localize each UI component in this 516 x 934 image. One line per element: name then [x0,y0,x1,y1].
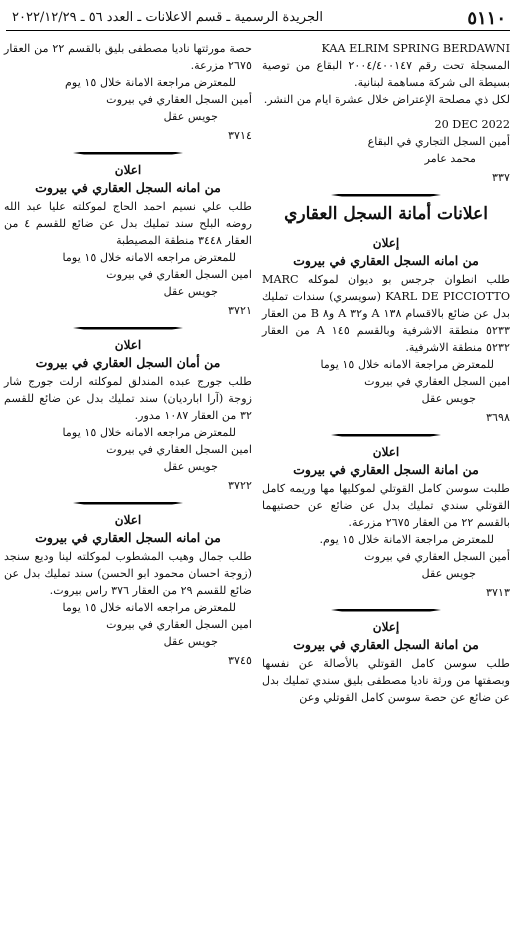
separator [4,148,252,158]
notice-number: ٣٧١٣ [485,586,510,599]
separator [262,190,510,200]
separator [262,605,510,615]
notice-heading: من امانه السجل العقاري في بيروت [293,253,479,268]
notice-signature-title: امين السجل العقاري في بيروت [364,375,510,388]
notice-label: اعلان [114,163,142,177]
notice-signature-name: جويس عقل [163,285,218,298]
left-column [4,40,252,669]
notice-objection: للمعترض مراجعة الامانه خلال ١٥ يوما [320,358,494,371]
notice-heading: من امانة السجل العقاري في بيروت [293,462,479,477]
notice-signature-name: جويس عقل [421,392,476,405]
intro-paragraph-1: المسجلة تحت رقم ٢٠٠٤/٤٠٠١٤٧ البقاع من توصية بسيطة الى شركة مساهمة لبنانية. [262,59,510,89]
notice-label: اعلان [372,445,400,459]
notice-objection: للمعترض مراجعة الامانة خلال ١٥ يوم. [319,533,494,546]
notice-signature-name: جويس عقل [163,635,218,648]
separator [4,323,252,333]
intro-date: 20 DEC 2022 [434,118,510,131]
section-title: اعلانات أمانة السجل العقاري [284,204,488,224]
notice-body: طلب جورج عبده المندلق لموكلته ارلت جورج شار زوجة (آرا اباردیان) سند تمليك بدل عن ضائع للقسم ٣٢ من العقار ١٠٨٧ مدور. [4,375,252,422]
header-rule [6,30,510,31]
notice-signature-name: جويس عقل [421,567,476,580]
separator [4,498,252,508]
notice-body: طلب جمال وهيب المشطوب لموكلته لينا وديع سنجد (زوجة احسان محمود ابو الحسن) سند تمليك بدل عن ضائع للقسم ٢٩ من العقار ٣٧٦ راس بيروت. [4,550,252,597]
notice-body: طلبت سوسن كامل القوتلي لموكليها مها وريمه كامل القوتلي سندي تمليك بدل عن ضائع عن حصتيهما بالقسم ٢٢ من العقار ٢٦٧٥ مزرعة. [262,482,510,529]
notice-signature-title: أمين السجل العقاري في بيروت [106,93,252,106]
notice-heading: من امانة السجل العقاري في بيروت [293,637,479,652]
notice-number: ٣٦٩٨ [485,411,510,424]
notice-heading: من امانه السجل العقاري في بيروت [35,180,221,195]
notice-heading: من أمان السجل العقاري في بيروت [35,355,221,370]
company-name: KAA ELRIM SPRING BERDAWNI [321,42,510,55]
notice-body: حصة مورثتها ناديا مصطفى بليق بالقسم ٢٢ من العقار ٢٦٧٥ مزرعة. [4,42,252,72]
notice-objection: للمعترض مراجعه الامانه خلال ١٥ يوما [62,426,236,439]
notice-signature-name: جويس عقل [163,460,218,473]
notice-signature-title: أمين السجل العقاري في بيروت [364,550,510,563]
notice-body: طلب علي نسيم احمد الحاج لموكلته عليا عبد الله روضه البلح سند تمليك بدل عن ضائع للقسم ٤ من العقار ٣٤٤٨ منطقة المصيطبة [4,200,252,247]
page-number: ٥١١٠ [467,8,506,29]
notice-signature-title: امين السجل العقاري في بيروت [106,443,252,456]
notice-signature-title: امين السجل العقاري في بيروت [106,268,252,281]
notice-signature-title: امين السجل العقاري في بيروت [106,618,252,631]
notice-label: اعلان [114,513,142,527]
notice-number: ٣٣٧ [491,171,510,184]
notice-number: ٣٧٢٢ [227,479,252,492]
notice-number: ٣٧٤٥ [227,654,252,667]
notice-label: إعلان [372,236,400,250]
notice-label: إعلان [372,620,400,634]
intro-signature-name: محمد عامر [424,152,476,165]
notice-objection: للمعترض مراجعه الامانه خلال ١٥ يوما [62,251,236,264]
notice-objection: للمعترض مراجعة الامانة خلال ١٥ يوم [64,76,236,89]
notice-body: طلب انطوان جرجس بو ديوان لموكله MARC KARL DE PICCIOTTO (سويسري) سندات تمليك بدل عن ضائع بالاقسام ١٣٨ A و٣٢ A و٨ B من العقار ٥٢٣٣ منطقة الاشرفية وبالقسم ١٤٥ A من العقار ٥٢٣٢ منطقة الاشرفية. [262,273,510,354]
intro-paragraph-2: لكل ذي مصلحة الإعتراض خلال عشرة ايام من النشر. [263,93,510,106]
right-column [262,40,510,706]
intro-signature-title: أمين السجل التجاري في البقاع [367,135,510,148]
page-header [6,6,510,28]
notice-objection: للمعترض مراجعه الامانه خلال ١٥ يوما [62,601,236,614]
notice-number: ٣٧٢١ [227,304,252,317]
notice-number: ٣٧١٤ [227,129,252,142]
header-title: الجريدة الرسمية ـ قسم الاعلانات ـ العدد ٥٦ ـ ٢٠٢٢/١٢/٢٩ [12,10,323,25]
notice-signature-name: جويس عقل [163,110,218,123]
notice-heading: من امانه السجل العقاري في بيروت [35,530,221,545]
separator [262,430,510,440]
notice-label: اعلان [114,338,142,352]
notice-body: طلب سوسن كامل القوتلي بالأصالة عن نفسها وبصفتها من ورثة ناديا مصطفى بليق سندي تمليك بدل عن ضائع عن حصة سوسن كامل القوتلي وعن [262,657,510,704]
